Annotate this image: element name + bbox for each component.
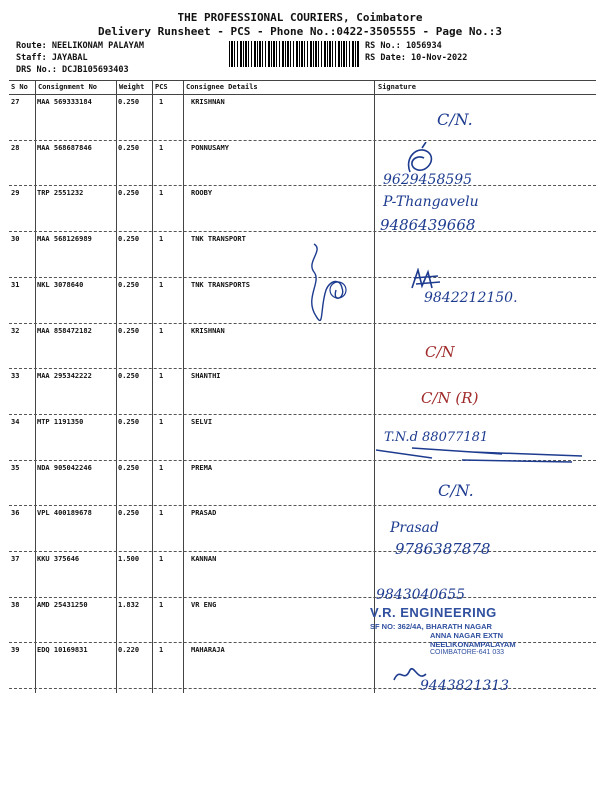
- cell-consignee: VR ENG: [191, 600, 217, 609]
- cell-weight: 0.250: [118, 372, 140, 381]
- col-header-weight: Weight: [119, 83, 145, 91]
- barcode: [229, 41, 360, 67]
- cell-weight: 0.220: [118, 646, 140, 655]
- cell-sno: 36: [11, 509, 20, 518]
- cell-weight: 0.250: [118, 143, 140, 152]
- cell-consignee: KRISHNAN: [191, 326, 225, 335]
- document-subtitle: Delivery Runsheet - PCS - Phone No.:0422-3505555 - Page No.:3: [98, 25, 502, 38]
- cell-consignment-no: KKU 375646: [37, 555, 80, 563]
- cell-consignment-no: EDQ 10169831: [37, 646, 88, 655]
- cell-consignee: MAHARAJA: [191, 646, 225, 655]
- cell-weight: 0.250: [118, 326, 140, 335]
- company-stamp: [370, 605, 516, 656]
- cell-pcs: 1: [159, 143, 164, 152]
- signature-r38: 9843040655: [376, 587, 466, 603]
- cell-weight: 1.500: [118, 555, 140, 563]
- cell-weight: 1.832: [118, 600, 140, 609]
- signature-scribble-r34: [372, 444, 592, 464]
- signature-r33: C/N (R): [421, 389, 479, 407]
- cell-sno: 29: [11, 189, 20, 198]
- cell-pcs: 1: [159, 417, 164, 426]
- signature-r29-name: P-Thangavelu: [383, 194, 479, 210]
- col-header-sno: S No: [11, 83, 28, 91]
- signature-r36-name: Prasad: [390, 520, 439, 536]
- col-divider: [183, 80, 184, 693]
- cell-consignment-no: MTP 1191350: [37, 417, 84, 426]
- col-divider: [116, 80, 117, 693]
- col-divider: [152, 80, 153, 693]
- runsheet-table: [9, 80, 596, 693]
- cell-consignment-no: MAA 858472182: [37, 326, 92, 335]
- col-divider: [374, 80, 375, 693]
- cell-pcs: 1: [159, 555, 164, 563]
- cell-sno: 31: [11, 280, 20, 289]
- signature-r31: 9842212150.: [424, 290, 518, 306]
- stamp-address-4: COIMBATORE-641 033: [430, 649, 505, 656]
- cell-consignment-no: MAA 569333184: [37, 98, 92, 106]
- cell-consignee: ROOBY: [191, 189, 213, 198]
- cell-weight: 0.250: [118, 509, 140, 518]
- row-divider: [9, 185, 596, 186]
- cell-pcs: 1: [159, 600, 164, 609]
- document-title: THE PROFESSIONAL COURIERS, Coimbatore: [177, 11, 423, 24]
- signature-r32: C/N: [425, 343, 455, 361]
- staff-label: Staff: JAYABAL: [16, 53, 88, 63]
- cell-pcs: 1: [159, 280, 164, 289]
- cell-consignee: PONNUSAMY: [191, 143, 229, 152]
- cell-consignee: PRASAD: [191, 509, 217, 518]
- cell-weight: 0.250: [118, 189, 140, 198]
- cell-consignment-no: AMD 25431250: [37, 600, 88, 609]
- route-label: Route: NEELIKONAM PALAYAM: [16, 41, 144, 51]
- cell-pcs: 1: [159, 326, 164, 335]
- signature-scribble-r31: [410, 268, 442, 292]
- rs-number: RS No.: 1056934: [365, 41, 442, 51]
- signature-r39: 9443821313: [420, 678, 510, 694]
- cell-consignee: SHANTHI: [191, 372, 221, 381]
- signature-r34: T.N.d 88077181: [384, 430, 489, 445]
- cell-consignment-no: TRP 2551232: [37, 189, 84, 198]
- row-divider: [9, 140, 596, 141]
- cell-pcs: 1: [159, 372, 164, 381]
- cell-sno: 28: [11, 143, 20, 152]
- cell-consignee: TNK TRANSPORT: [191, 235, 246, 244]
- cell-weight: 0.250: [118, 280, 140, 289]
- cell-consignee: KANNAN: [191, 555, 217, 563]
- header-divider: [9, 94, 596, 95]
- cell-sno: 33: [11, 372, 20, 381]
- cell-consignee: SELVI: [191, 417, 213, 426]
- cell-pcs: 1: [159, 235, 164, 244]
- cell-pcs: 1: [159, 463, 164, 472]
- row-divider: [9, 551, 596, 552]
- cell-consignment-no: VPL 400189678: [37, 509, 92, 518]
- cell-pcs: 1: [159, 646, 164, 655]
- cell-consignment-no: NDA 905042246: [37, 463, 92, 472]
- cell-sno: 34: [11, 417, 20, 426]
- cell-sno: 30: [11, 235, 20, 244]
- cell-consignment-no: NKL 3078640: [37, 280, 84, 289]
- signature-scribble-r30: [296, 238, 356, 336]
- col-header-consignee: Consignee Details: [186, 83, 258, 91]
- row-divider: [9, 597, 596, 598]
- row-divider: [9, 414, 596, 415]
- cell-sno: 38: [11, 600, 20, 609]
- cell-sno: 27: [11, 98, 20, 106]
- cell-weight: 0.250: [118, 98, 140, 106]
- signature-r29-phone: 9486439668: [380, 216, 476, 234]
- cell-pcs: 1: [159, 509, 164, 518]
- cell-pcs: 1: [159, 189, 164, 198]
- signature-r28: 9629458595: [383, 172, 473, 188]
- row-divider: [9, 231, 596, 232]
- cell-consignment-no: MAA 568126989: [37, 235, 92, 244]
- cell-sno: 35: [11, 463, 20, 472]
- stamp-address-3: NEELIKONAMPALAYAM: [430, 640, 516, 649]
- col-divider: [35, 80, 36, 693]
- col-header-consignment: Consignment No: [38, 83, 98, 91]
- cell-consignment-no: MAA 295342222: [37, 372, 92, 381]
- stamp-company-name: V.R. ENGINEERING: [370, 605, 497, 620]
- signature-r27: C/N.: [437, 110, 473, 129]
- cell-consignee: KRISHNAN: [191, 98, 225, 106]
- cell-pcs: 1: [159, 98, 164, 106]
- table-top-border: [9, 80, 596, 81]
- stamp-address-1: SF NO: 362/4A, BHARATH NAGAR: [370, 622, 492, 631]
- drs-number: DRS No.: DCJB105693403: [16, 65, 129, 75]
- cell-consignee: TNK TRANSPORTS: [191, 280, 251, 289]
- cell-sno: 37: [11, 555, 20, 563]
- cell-weight: 0.250: [118, 463, 140, 472]
- cell-weight: 0.250: [118, 235, 140, 244]
- col-header-signature: Signature: [378, 83, 416, 91]
- cell-weight: 0.250: [118, 417, 140, 426]
- cell-consignment-no: MAA 568687846: [37, 143, 92, 152]
- rs-date: RS Date: 10-Nov-2022: [365, 53, 468, 63]
- cell-consignee: PREMA: [191, 463, 213, 472]
- signature-r35: C/N.: [438, 481, 474, 500]
- col-header-pcs: PCS: [155, 83, 168, 91]
- row-divider: [9, 505, 596, 506]
- row-divider: [9, 368, 596, 369]
- cell-sno: 39: [11, 646, 20, 655]
- signature-r36-phone: 9786387878: [395, 540, 491, 558]
- stamp-address-2: ANNA NAGAR EXTN: [430, 631, 504, 640]
- cell-sno: 32: [11, 326, 20, 335]
